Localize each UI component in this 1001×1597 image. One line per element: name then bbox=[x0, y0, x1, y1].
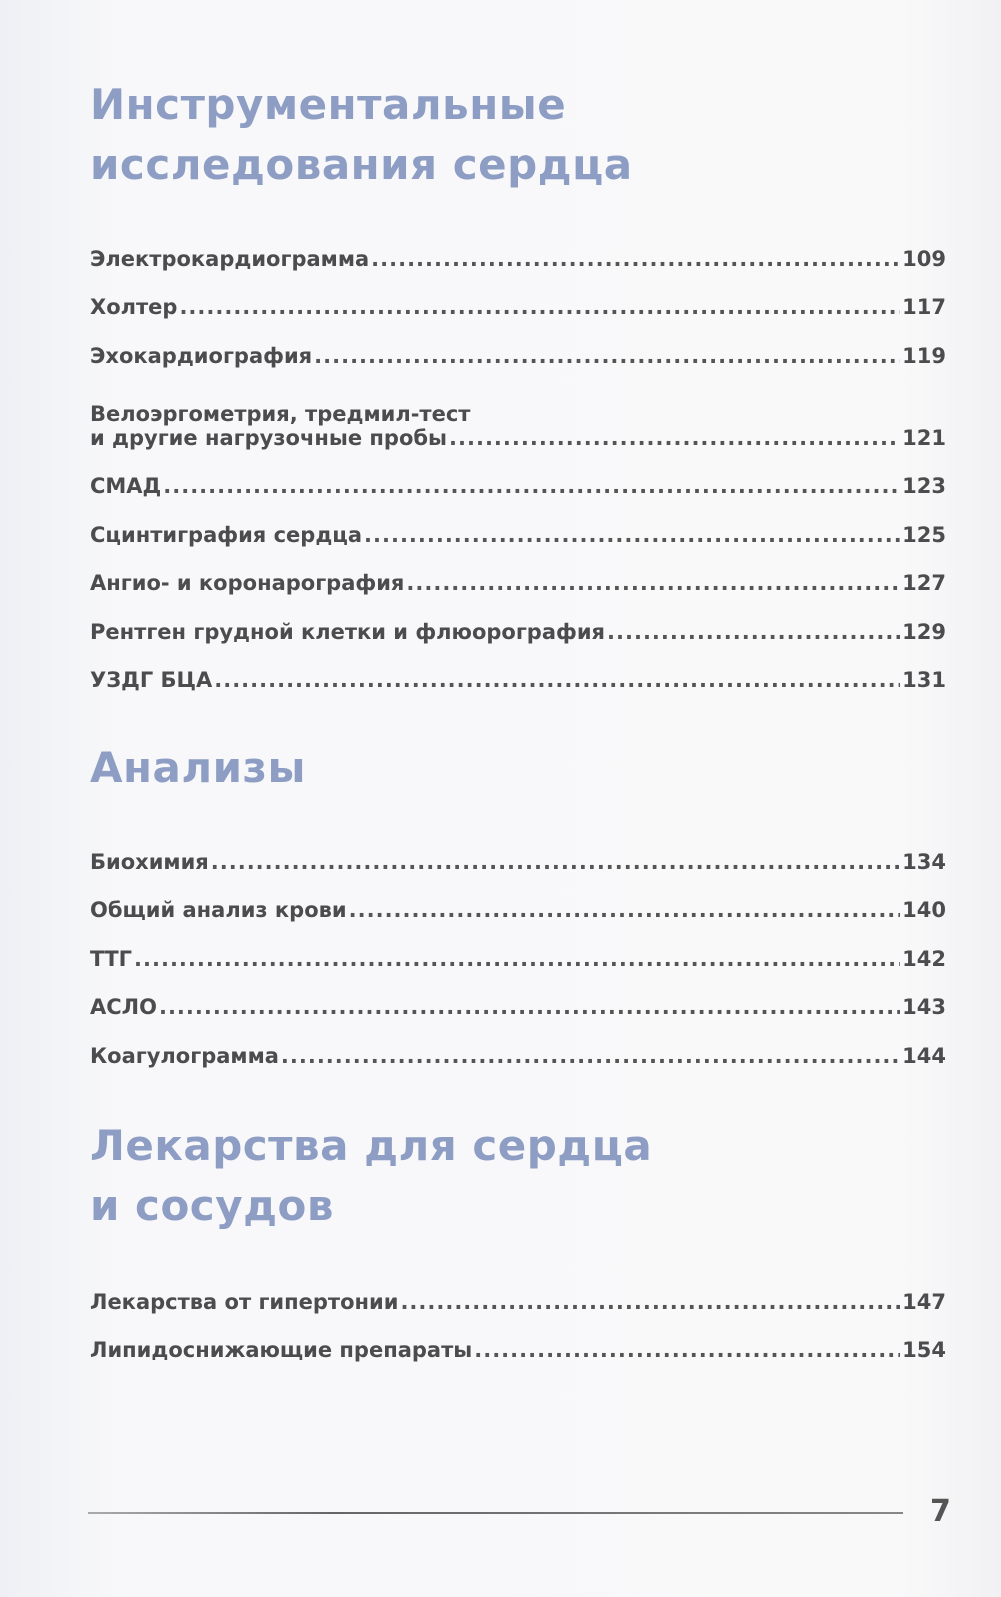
page-number: 7 bbox=[930, 1494, 951, 1529]
dot-leader bbox=[163, 474, 900, 498]
toc-entry[interactable] bbox=[90, 319, 946, 368]
entry-title: Рентген грудной клетки и флюорография bbox=[90, 619, 606, 644]
entry-title: Эхокардиография bbox=[90, 343, 313, 368]
dot-leader bbox=[211, 850, 900, 874]
toc-entry[interactable] bbox=[90, 874, 946, 923]
entry-page: 144 bbox=[902, 1043, 946, 1068]
dot-leader bbox=[214, 668, 900, 692]
entry-page: 123 bbox=[902, 474, 946, 498]
toc-entry[interactable] bbox=[90, 1314, 946, 1363]
entry-page: 117 bbox=[902, 295, 946, 319]
entry-title: Липидоснижающие препараты bbox=[90, 1338, 473, 1362]
entry-title: АСЛО bbox=[90, 995, 157, 1019]
dot-leader bbox=[349, 898, 901, 922]
entry-page: 125 bbox=[902, 522, 946, 547]
entry-page: 109 bbox=[902, 246, 946, 271]
section-heading-instrumental bbox=[90, 75, 633, 195]
heading-line: Лекарства для сердца bbox=[90, 1121, 653, 1170]
dot-leader bbox=[607, 620, 900, 644]
toc-entry[interactable] bbox=[90, 1019, 946, 1068]
entry-page: 140 bbox=[902, 898, 946, 922]
heading-line: Инструментальные bbox=[90, 80, 567, 129]
dot-leader bbox=[314, 344, 900, 368]
toc-entry[interactable] bbox=[90, 1265, 946, 1314]
dot-leader bbox=[134, 947, 900, 971]
entry-title: СМАД bbox=[90, 474, 162, 498]
dot-leader bbox=[449, 426, 900, 450]
dot-leader bbox=[371, 247, 900, 271]
entry-title: ТТГ bbox=[90, 946, 133, 971]
dot-leader bbox=[364, 523, 900, 547]
entry-page: 131 bbox=[902, 668, 946, 692]
section-heading-drugs bbox=[90, 1116, 652, 1236]
entry-page: 147 bbox=[902, 1289, 946, 1314]
entry-title: Электрокардиограмма bbox=[90, 246, 370, 271]
dot-leader bbox=[159, 995, 900, 1019]
entry-page: 119 bbox=[902, 343, 946, 368]
toc-entry[interactable] bbox=[90, 368, 946, 450]
toc-list-instrumental bbox=[90, 222, 946, 692]
entry-title: Общий анализ крови bbox=[90, 898, 347, 922]
toc-entry[interactable] bbox=[90, 971, 946, 1020]
entry-page: 134 bbox=[902, 849, 946, 874]
toc-entry[interactable] bbox=[90, 595, 946, 644]
entry-page: 127 bbox=[902, 571, 946, 595]
toc-entry[interactable] bbox=[90, 498, 946, 547]
entry-page: 143 bbox=[902, 995, 946, 1019]
entry-title-line1: Велоэргометрия, тредмил-тест bbox=[90, 401, 471, 426]
entry-page: 154 bbox=[902, 1338, 946, 1362]
dot-leader bbox=[400, 1290, 900, 1314]
entry-title: УЗДГ БЦА bbox=[90, 668, 213, 692]
toc-entry[interactable] bbox=[90, 825, 946, 874]
heading-line: и сосудов bbox=[90, 1181, 334, 1230]
entry-title: Сцинтиграфия сердца bbox=[90, 522, 363, 547]
dot-leader bbox=[281, 1044, 900, 1068]
toc-list-analyses bbox=[90, 825, 946, 1068]
entry-title: Коагулограмма bbox=[90, 1043, 279, 1068]
entry-title: Холтер bbox=[90, 295, 178, 319]
toc-entry[interactable] bbox=[90, 450, 946, 499]
toc-entry[interactable] bbox=[90, 271, 946, 320]
heading-line: исследования сердца bbox=[90, 140, 633, 189]
dot-leader bbox=[406, 571, 900, 595]
dot-leader bbox=[179, 295, 900, 319]
entry-title: Биохимия bbox=[90, 849, 209, 874]
toc-entry[interactable] bbox=[90, 547, 946, 596]
footer-rule bbox=[88, 1512, 903, 1514]
section-heading-analyses bbox=[90, 738, 306, 798]
toc-entry[interactable] bbox=[90, 922, 946, 971]
dot-leader bbox=[474, 1338, 900, 1362]
toc-entry[interactable] bbox=[90, 644, 946, 693]
entry-page: 121 bbox=[902, 425, 946, 450]
toc-entry[interactable] bbox=[90, 222, 946, 271]
entry-title: Лекарства от гипертонии bbox=[90, 1289, 399, 1314]
entry-title: и другие нагрузочные пробы bbox=[90, 425, 448, 450]
heading-line: Анализы bbox=[90, 743, 306, 792]
toc-list-drugs bbox=[90, 1265, 946, 1362]
entry-page: 142 bbox=[902, 946, 946, 971]
entry-page: 129 bbox=[902, 619, 946, 644]
entry-title: Ангио- и коронарография bbox=[90, 571, 405, 595]
